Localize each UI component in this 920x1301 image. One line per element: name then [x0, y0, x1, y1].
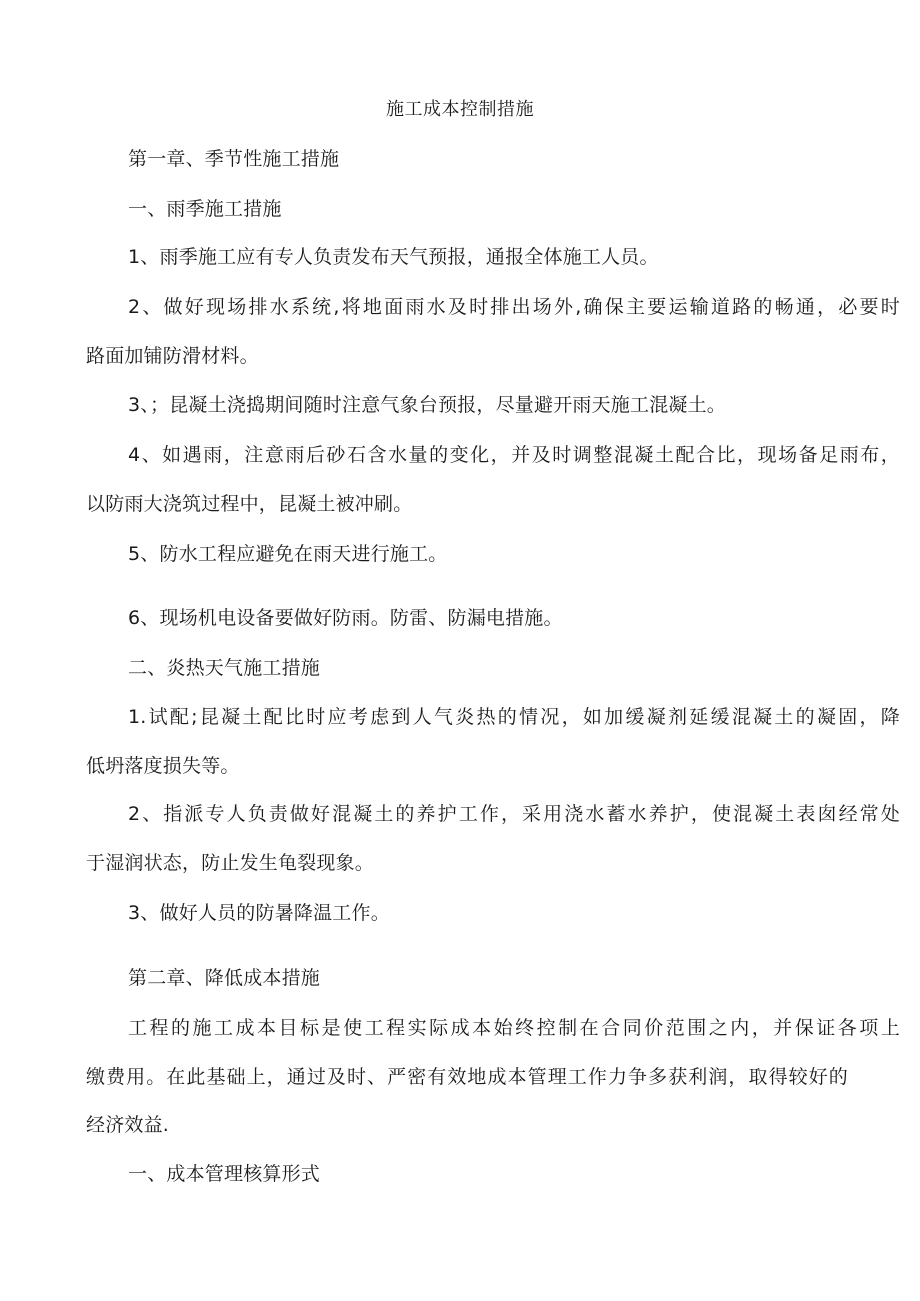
hot-item-3: 3、做好人员的防暑降温工作。	[128, 902, 390, 924]
cost-paragraph-line-2: 缴费用。在此基础上，通过及时、严密有效地成本管理工作力争多获利润，取得较好的	[86, 1066, 848, 1088]
rainy-item-3: 3、；昆凝土浇捣期间随时注意气象台预报，尽量避开雨天施工混凝土。	[128, 394, 726, 416]
section-rainy-heading: 一、雨季施工措施	[128, 198, 282, 220]
rainy-item-5: 5、防水工程应避免在雨天进行施工。	[128, 543, 448, 565]
rainy-item-4-line-1: 4、如遇雨，注意雨后砂石含水量的变化，并及时调整混凝土配合比，现场备足雨布，	[128, 444, 900, 466]
cost-paragraph-line-1: 工程的施工成本目标是使工程实际成本始终控制在合同价范围之内，并保证各项上	[128, 1017, 900, 1039]
rainy-item-4-line-2: 以防雨大浇筑过程中，昆凝土被冲刷。	[86, 493, 413, 515]
chapter-2-heading: 第二章、降低成本措施	[128, 967, 321, 989]
section-hot-heading: 二、炎热天气施工措施	[128, 657, 321, 679]
hot-item-2-line-2: 于湿润状态，防止发生龟裂现象。	[86, 852, 375, 874]
rainy-item-2-line-1: 2、做好现场排水系统,将地面雨水及时排出场外,确保主要运输道路的畅通，必要时	[128, 296, 900, 318]
document-title: 施工成本控制措施	[386, 99, 534, 120]
rainy-item-6: 6、现场机电设备要做好防雨。防雷、防漏电措施。	[128, 607, 563, 629]
hot-item-2-line-1: 2、指派专人负责做好混凝土的养护工作，采用浇水蓄水养护，使混凝土表囱经常处	[128, 803, 900, 825]
hot-item-1-line-1: 1.试配;昆凝土配比时应考虑到人气炎热的情况，如加缓凝剂延缓混凝土的凝固，降	[128, 706, 900, 728]
rainy-item-1: 1、雨季施工应有专人负责发布天气预报，通报全体施工人员。	[128, 246, 659, 268]
rainy-item-2-line-2: 路面加铺防滑材料。	[86, 345, 259, 367]
cost-paragraph-line-3: 经济效益.	[86, 1114, 170, 1136]
chapter-1-heading: 第一章、季节性施工措施	[128, 148, 340, 170]
section-cost-accounting-heading: 一、成本管理核算形式	[128, 1163, 321, 1185]
hot-item-1-line-2: 低坍落度损失等。	[86, 755, 240, 777]
